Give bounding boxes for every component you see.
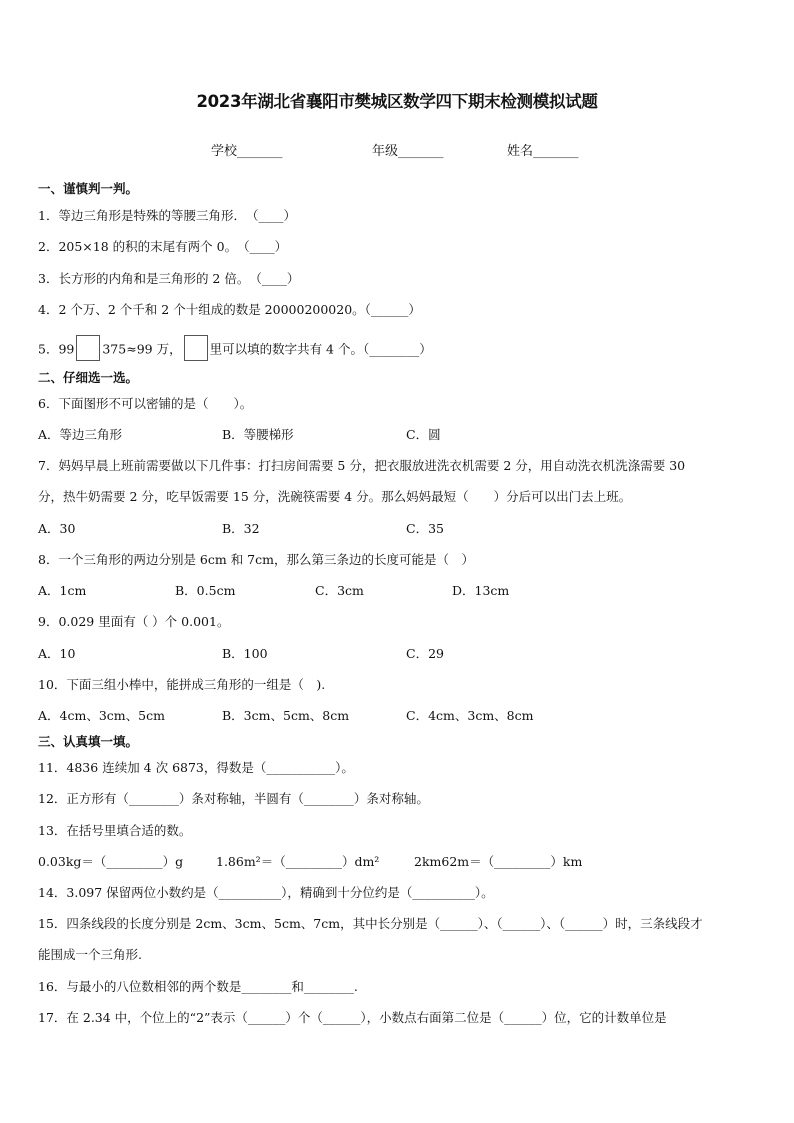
page-title: 2023年湖北省襄阳市樊城区数学四下期末检测模拟试题	[196, 92, 598, 111]
q8-option-b[interactable]: B．0.5cm	[175, 583, 236, 598]
q9-option-a[interactable]: A．10	[38, 646, 76, 661]
q9-option-b[interactable]: B．100	[222, 646, 268, 661]
question-6: 6．下面图形不可以密铺的是（ ）。	[38, 396, 253, 411]
q10-option-b[interactable]: B．3cm、5cm、8cm	[222, 708, 350, 723]
question-5-part-a: 5．99	[38, 341, 75, 357]
question-15: 15．四条线段的长度分别是 2cm、3cm、5cm、7cm，其中长分别是（______）、（______）、（______）时，三条线段才	[38, 916, 703, 931]
q7-option-a[interactable]: A．30	[38, 521, 76, 536]
q6-option-a[interactable]: A．等边三角形	[38, 427, 123, 442]
blank-box[interactable]	[184, 335, 208, 361]
question-3: 3．长方形的内角和是三角形的 2 倍。 （____）	[38, 271, 300, 286]
question-13-b: 1.86m²＝（_________）dm²	[216, 854, 380, 869]
question-8: 8．一个三角形的两边分别是 6cm 和 7cm，那么第三条边的长度可能是（ ）	[38, 552, 474, 567]
question-15-continued: 能围成一个三角形.	[38, 947, 142, 962]
q9-option-c[interactable]: C．29	[406, 646, 444, 661]
question-12: 12．正方形有（________）条对称轴，半圆有（________）条对称轴。	[38, 791, 429, 806]
q10-option-a[interactable]: A．4cm、3cm、5cm	[38, 708, 165, 723]
question-16: 16．与最小的八位数相邻的两个数是________和________.	[38, 979, 358, 994]
question-5	[38, 337, 432, 363]
question-1: 1．等边三角形是特殊的等腰三角形． （____）	[38, 208, 296, 223]
question-17: 17．在 2.34 中，个位上的“2”表示（______）个（______），小数点右面第二位是（______）位，它的计数单位是	[38, 1010, 667, 1025]
question-7-continued: 分，热牛奶需要 2 分，吃早饭需要 15 分，洗碗筷需要 4 分。那么妈妈最短（ ）分后可以出门去上班。	[38, 489, 632, 504]
question-2: 2．205×18 的积的末尾有两个 0。 （____）	[38, 239, 288, 254]
question-13-a: 0.03kg＝（_________）g	[38, 854, 184, 869]
q8-option-a[interactable]: A．1cm	[38, 583, 87, 598]
question-10: 10．下面三组小棒中，能拼成三角形的一组是（ ).	[38, 677, 326, 692]
q7-option-c[interactable]: C．35	[406, 521, 444, 536]
question-13-c: 2km62m＝（_________）km	[414, 854, 583, 869]
section-heading-1: 一、谨慎判一判。	[38, 181, 139, 196]
q6-option-c[interactable]: C．圆	[406, 427, 441, 442]
question-13: 13．在括号里填合适的数。	[38, 823, 192, 838]
q10-option-c[interactable]: C．4cm、3cm、8cm	[406, 708, 534, 723]
question-9: 9．0.029 里面有（ ）个 0.001。	[38, 614, 230, 629]
blank-box[interactable]	[76, 335, 100, 361]
question-7: 7．妈妈早晨上班前需要做以下几件事：打扫房间需要 5 分，把衣服放进洗衣机需要 2 分，用自动洗衣机洗涤需要 30	[38, 458, 686, 473]
q6-option-b[interactable]: B．等腰梯形	[222, 427, 294, 442]
grade-field: 年级_______	[372, 144, 444, 159]
school-field: 学校_______	[211, 144, 283, 159]
question-5-part-c: 里可以填的数字共有 4 个。（________）	[209, 341, 432, 357]
q7-option-b[interactable]: B．32	[222, 521, 260, 536]
section-heading-3: 三、认真填一填。	[38, 734, 139, 749]
q8-option-c[interactable]: C．3cm	[315, 583, 364, 598]
name-field: 姓名_______	[507, 144, 579, 159]
section-heading-2: 二、仔细选一选。	[38, 370, 139, 385]
question-14: 14．3.097 保留两位小数约是（__________），精确到十分位约是（__________）。	[38, 885, 494, 900]
question-4: 4．2 个万、2 个千和 2 个十组成的数是 20000200020。（______）	[38, 302, 421, 317]
question-11: 11．4836 连续加 4 次 6873，得数是（___________）。	[38, 760, 354, 775]
question-5-part-b: 375≈99 万，	[102, 341, 182, 357]
q8-option-d[interactable]: D．13cm	[452, 583, 510, 598]
